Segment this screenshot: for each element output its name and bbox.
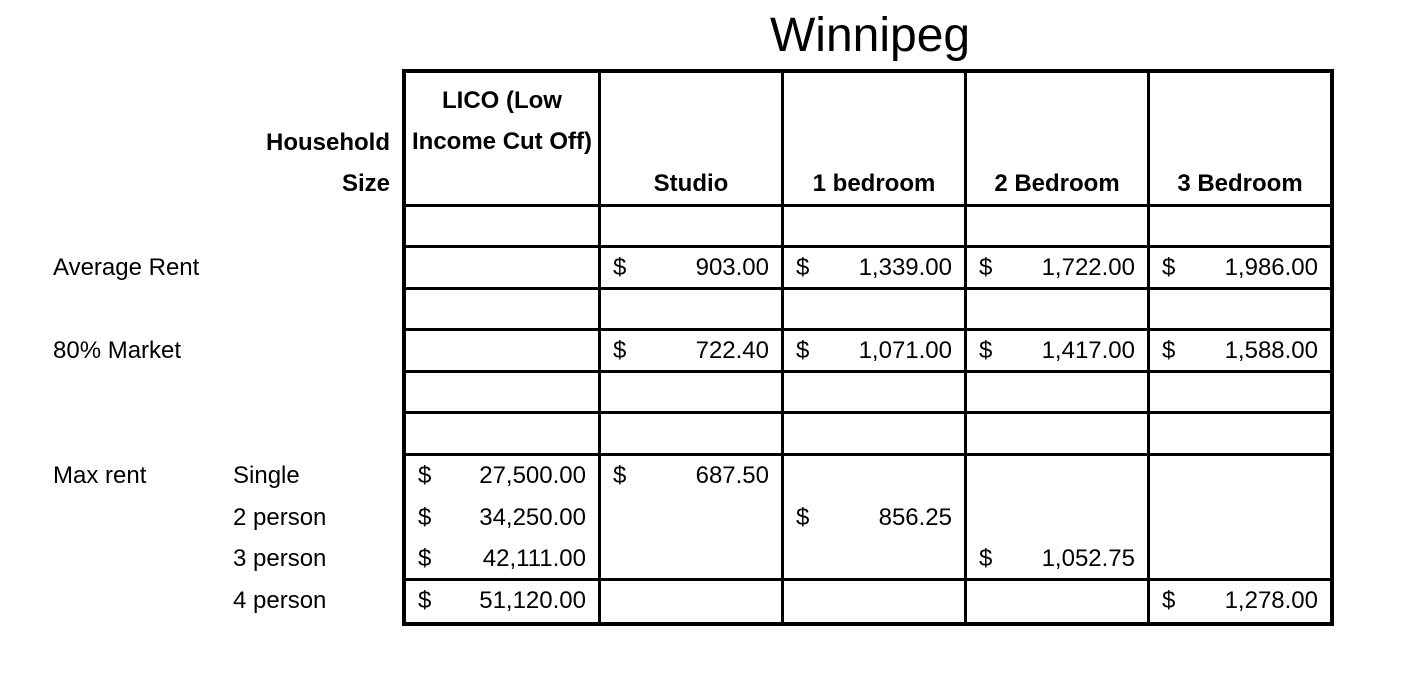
column-header-1-bedroom: 1 bedroom: [812, 170, 936, 197]
amount: 1,052.75: [1041, 545, 1135, 572]
currency-symbol: $: [796, 254, 810, 281]
row-divider: [406, 204, 1330, 207]
market-80-2-bedroom: [967, 330, 1147, 371]
currency-symbol: $: [979, 254, 993, 281]
amount: 1,417.00: [1041, 337, 1135, 364]
avg-rent-1-bedroom: [784, 247, 964, 288]
avg-rent-3-bedroom: [1150, 247, 1330, 288]
market-80-studio: [601, 330, 781, 371]
currency-symbol: $: [418, 545, 432, 572]
amount: 1,986.00: [1224, 254, 1318, 281]
column-header-lico: LICO (Low Income Cut Off): [412, 87, 592, 155]
rent-table: [402, 69, 1334, 626]
max-rent-2-bedroom-3-person: [967, 538, 1147, 579]
max-rent-1-bedroom-2-person: [784, 497, 964, 538]
currency-symbol: $: [979, 337, 993, 364]
currency-symbol: $: [418, 587, 432, 614]
market-80-1-bedroom: [784, 330, 964, 371]
household-size-header: Household Size: [266, 129, 390, 197]
amount: 51,120.00: [479, 587, 586, 614]
household-size-3-person: 3 person: [233, 545, 327, 572]
max-rent-3-bedroom-4-person: [1150, 580, 1330, 621]
column-header-studio: Studio: [653, 170, 729, 197]
amount: 27,500.00: [479, 462, 586, 489]
lico-3-person: [406, 538, 598, 579]
row-label-80-market: 80% Market: [53, 337, 182, 364]
lico-2-person: [406, 497, 598, 538]
currency-symbol: $: [796, 337, 810, 364]
amount: 1,071.00: [858, 337, 952, 364]
currency-symbol: $: [613, 462, 627, 489]
currency-symbol: $: [613, 337, 627, 364]
currency-symbol: $: [796, 504, 810, 531]
amount: 856.25: [878, 504, 952, 531]
column-header-3-bedroom: 3 Bedroom: [1177, 170, 1303, 197]
market-80-3-bedroom: [1150, 330, 1330, 371]
amount: 42,111.00: [482, 545, 586, 572]
amount: 1,278.00: [1224, 587, 1318, 614]
currency-symbol: $: [613, 254, 627, 281]
amount: 687.50: [695, 462, 769, 489]
currency-symbol: $: [418, 462, 432, 489]
lico-4-person: [406, 580, 598, 621]
max-rent-studio-single: [601, 455, 781, 496]
amount: 1,339.00: [858, 254, 952, 281]
amount: 903.00: [695, 254, 769, 281]
amount: 1,588.00: [1224, 337, 1318, 364]
avg-rent-2-bedroom: [967, 247, 1147, 288]
row-divider: [406, 411, 1330, 414]
row-label-average-rent: Average Rent: [53, 254, 200, 281]
household-size-single: Single: [233, 462, 300, 489]
currency-symbol: $: [1162, 254, 1176, 281]
household-size-2-person: 2 person: [233, 504, 327, 531]
row-label-max-rent: Max rent: [53, 462, 147, 489]
currency-symbol: $: [1162, 587, 1176, 614]
amount: 1,722.00: [1041, 254, 1135, 281]
column-header-2-bedroom: 2 Bedroom: [994, 170, 1120, 197]
amount: 34,250.00: [479, 504, 586, 531]
page-title: Winnipeg: [770, 9, 971, 62]
lico-single: [406, 455, 598, 496]
household-size-4-person: 4 person: [233, 587, 327, 614]
avg-rent-studio: [601, 247, 781, 288]
currency-symbol: $: [418, 504, 432, 531]
currency-symbol: $: [1162, 337, 1176, 364]
currency-symbol: $: [979, 545, 993, 572]
amount: 722.40: [695, 337, 769, 364]
